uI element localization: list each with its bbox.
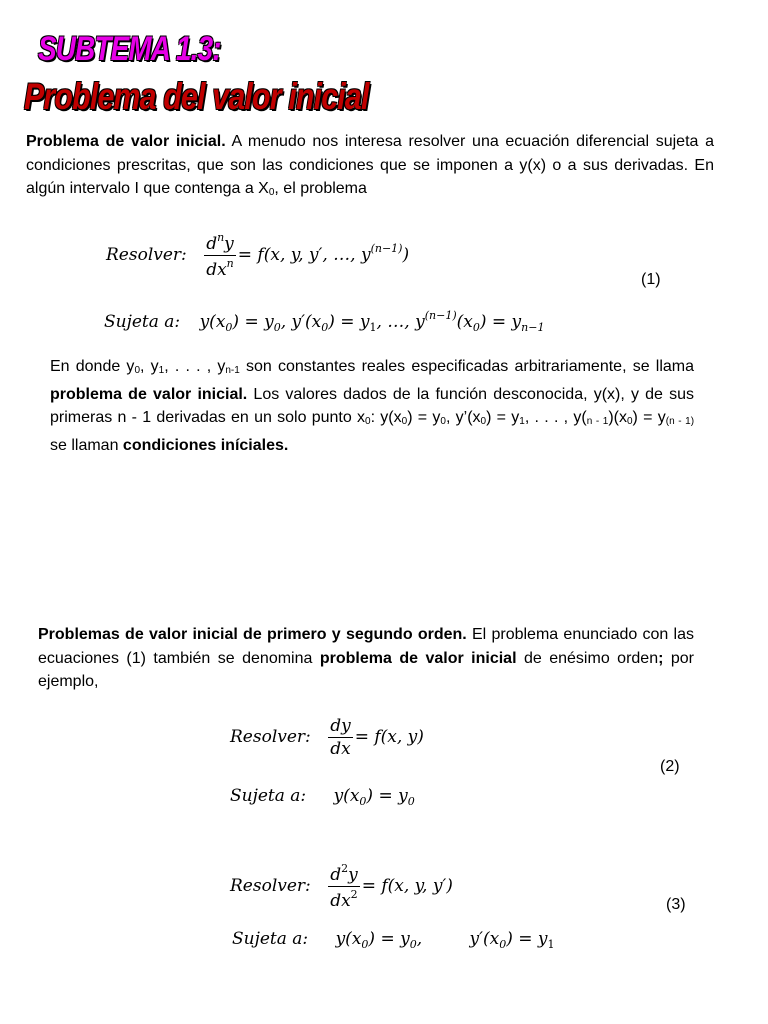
intro-text-b: , el problema: [274, 180, 367, 197]
equation2-number: (2): [660, 758, 680, 775]
equation1-sujeta-label: Sujeta a:: [104, 312, 181, 332]
equation2-sujeta: Sujeta a: $y(x_0) = y_0$: [230, 786, 415, 808]
subscript: 1: [158, 365, 165, 376]
subscript: 0: [440, 416, 446, 427]
subtema-heading: SUBTEMA 1.3:: [38, 30, 221, 68]
equation1-resolver-label: Resolver:: [106, 245, 187, 265]
equation1-number: (1): [641, 271, 661, 288]
text: ) = y: [486, 409, 520, 426]
text: , y: [140, 358, 159, 375]
text: , y’(x: [445, 409, 481, 426]
equation1-sujeta: Sujeta a: $y(x_0) = y_0$, $y'(x_0) = y_1$, …, $y^{(n-1)}(x_0) = y_{n-1}$: [104, 309, 545, 334]
text: son constantes reales especificadas arbitrariamente, se llama: [239, 358, 695, 375]
equation3-number: (3): [666, 896, 686, 913]
page-title: Problema del valor inicial: [24, 76, 369, 117]
text: : y(x: [370, 409, 402, 426]
subscript: 0: [134, 365, 140, 376]
text: , . . . , y(: [524, 409, 587, 426]
subscript: 1: [519, 416, 525, 427]
text: se llaman: [50, 436, 123, 454]
equation2-resolver: Resolver: $\frac{dy}{dx}$ = f(x, y): [230, 716, 424, 759]
equation3-sujeta-label: Sujeta a:: [232, 929, 309, 949]
intro-text-a: A menudo nos interesa resolver una ecuación diferencial sujeta a condiciones prescritas, que son las condiciones que se imponen a y(x) o a sus derivadas. En algún intervalo I que contenga a X: [26, 133, 714, 197]
equation3-sujeta: Sujeta a: $y(x_0) = y_0$, $y'(x_0) = y_1$: [232, 929, 555, 951]
bold-punct: ;: [658, 649, 664, 667]
subscript: (n - 1): [665, 416, 695, 427]
text: Los valores dados de la función desconocida, y(x), y de sus primeras n - 1 derivadas en un solo punto x: [50, 385, 695, 426]
subscript: 0: [401, 416, 408, 427]
text: por ejemplo,: [38, 649, 695, 690]
text: de enésimo orden: [516, 649, 659, 667]
equation2-resolver-label: Resolver:: [230, 727, 311, 747]
subscript: n - 1: [586, 416, 609, 427]
intro-paragraph: [26, 130, 714, 205]
text: En donde y: [50, 358, 135, 375]
bold-term: condiciones iníciales.: [122, 436, 289, 454]
subscript: 0: [626, 416, 633, 427]
subscript: 0: [480, 416, 487, 427]
text: El problema enunciado con las ecuaciones (1) también se denomina: [38, 626, 695, 667]
text: )(x: [608, 409, 627, 426]
text: ) = y: [407, 409, 441, 426]
orders-paragraph: [38, 623, 694, 694]
text: ) = y: [632, 409, 666, 426]
intro-sub: 0: [268, 187, 275, 198]
definition-paragraph: [50, 355, 694, 457]
bold-term: problema de valor inicial.: [50, 385, 248, 403]
equation3-resolver-label: Resolver:: [230, 876, 311, 896]
orders-lead: Problemas de valor inicial de primero y segundo orden.: [38, 626, 467, 643]
intro-lead: Problema de valor inicial.: [26, 133, 226, 150]
bold-term: problema de valor inicial: [319, 649, 517, 667]
equation1-resolver: Resolver: $\frac{d^ny}{dx^n}$ = f(x, y, y′, …, $y^{(n-1)}$): [106, 231, 410, 280]
subscript: n-1: [225, 365, 240, 376]
subscript: 0: [365, 416, 371, 427]
equation2-sujeta-label: Sujeta a:: [230, 786, 307, 806]
text: , . . . , y: [164, 358, 226, 375]
equation3-resolver: Resolver: $\frac{d^2y}{dx^2}$ = f(x, y, y′): [230, 862, 453, 911]
